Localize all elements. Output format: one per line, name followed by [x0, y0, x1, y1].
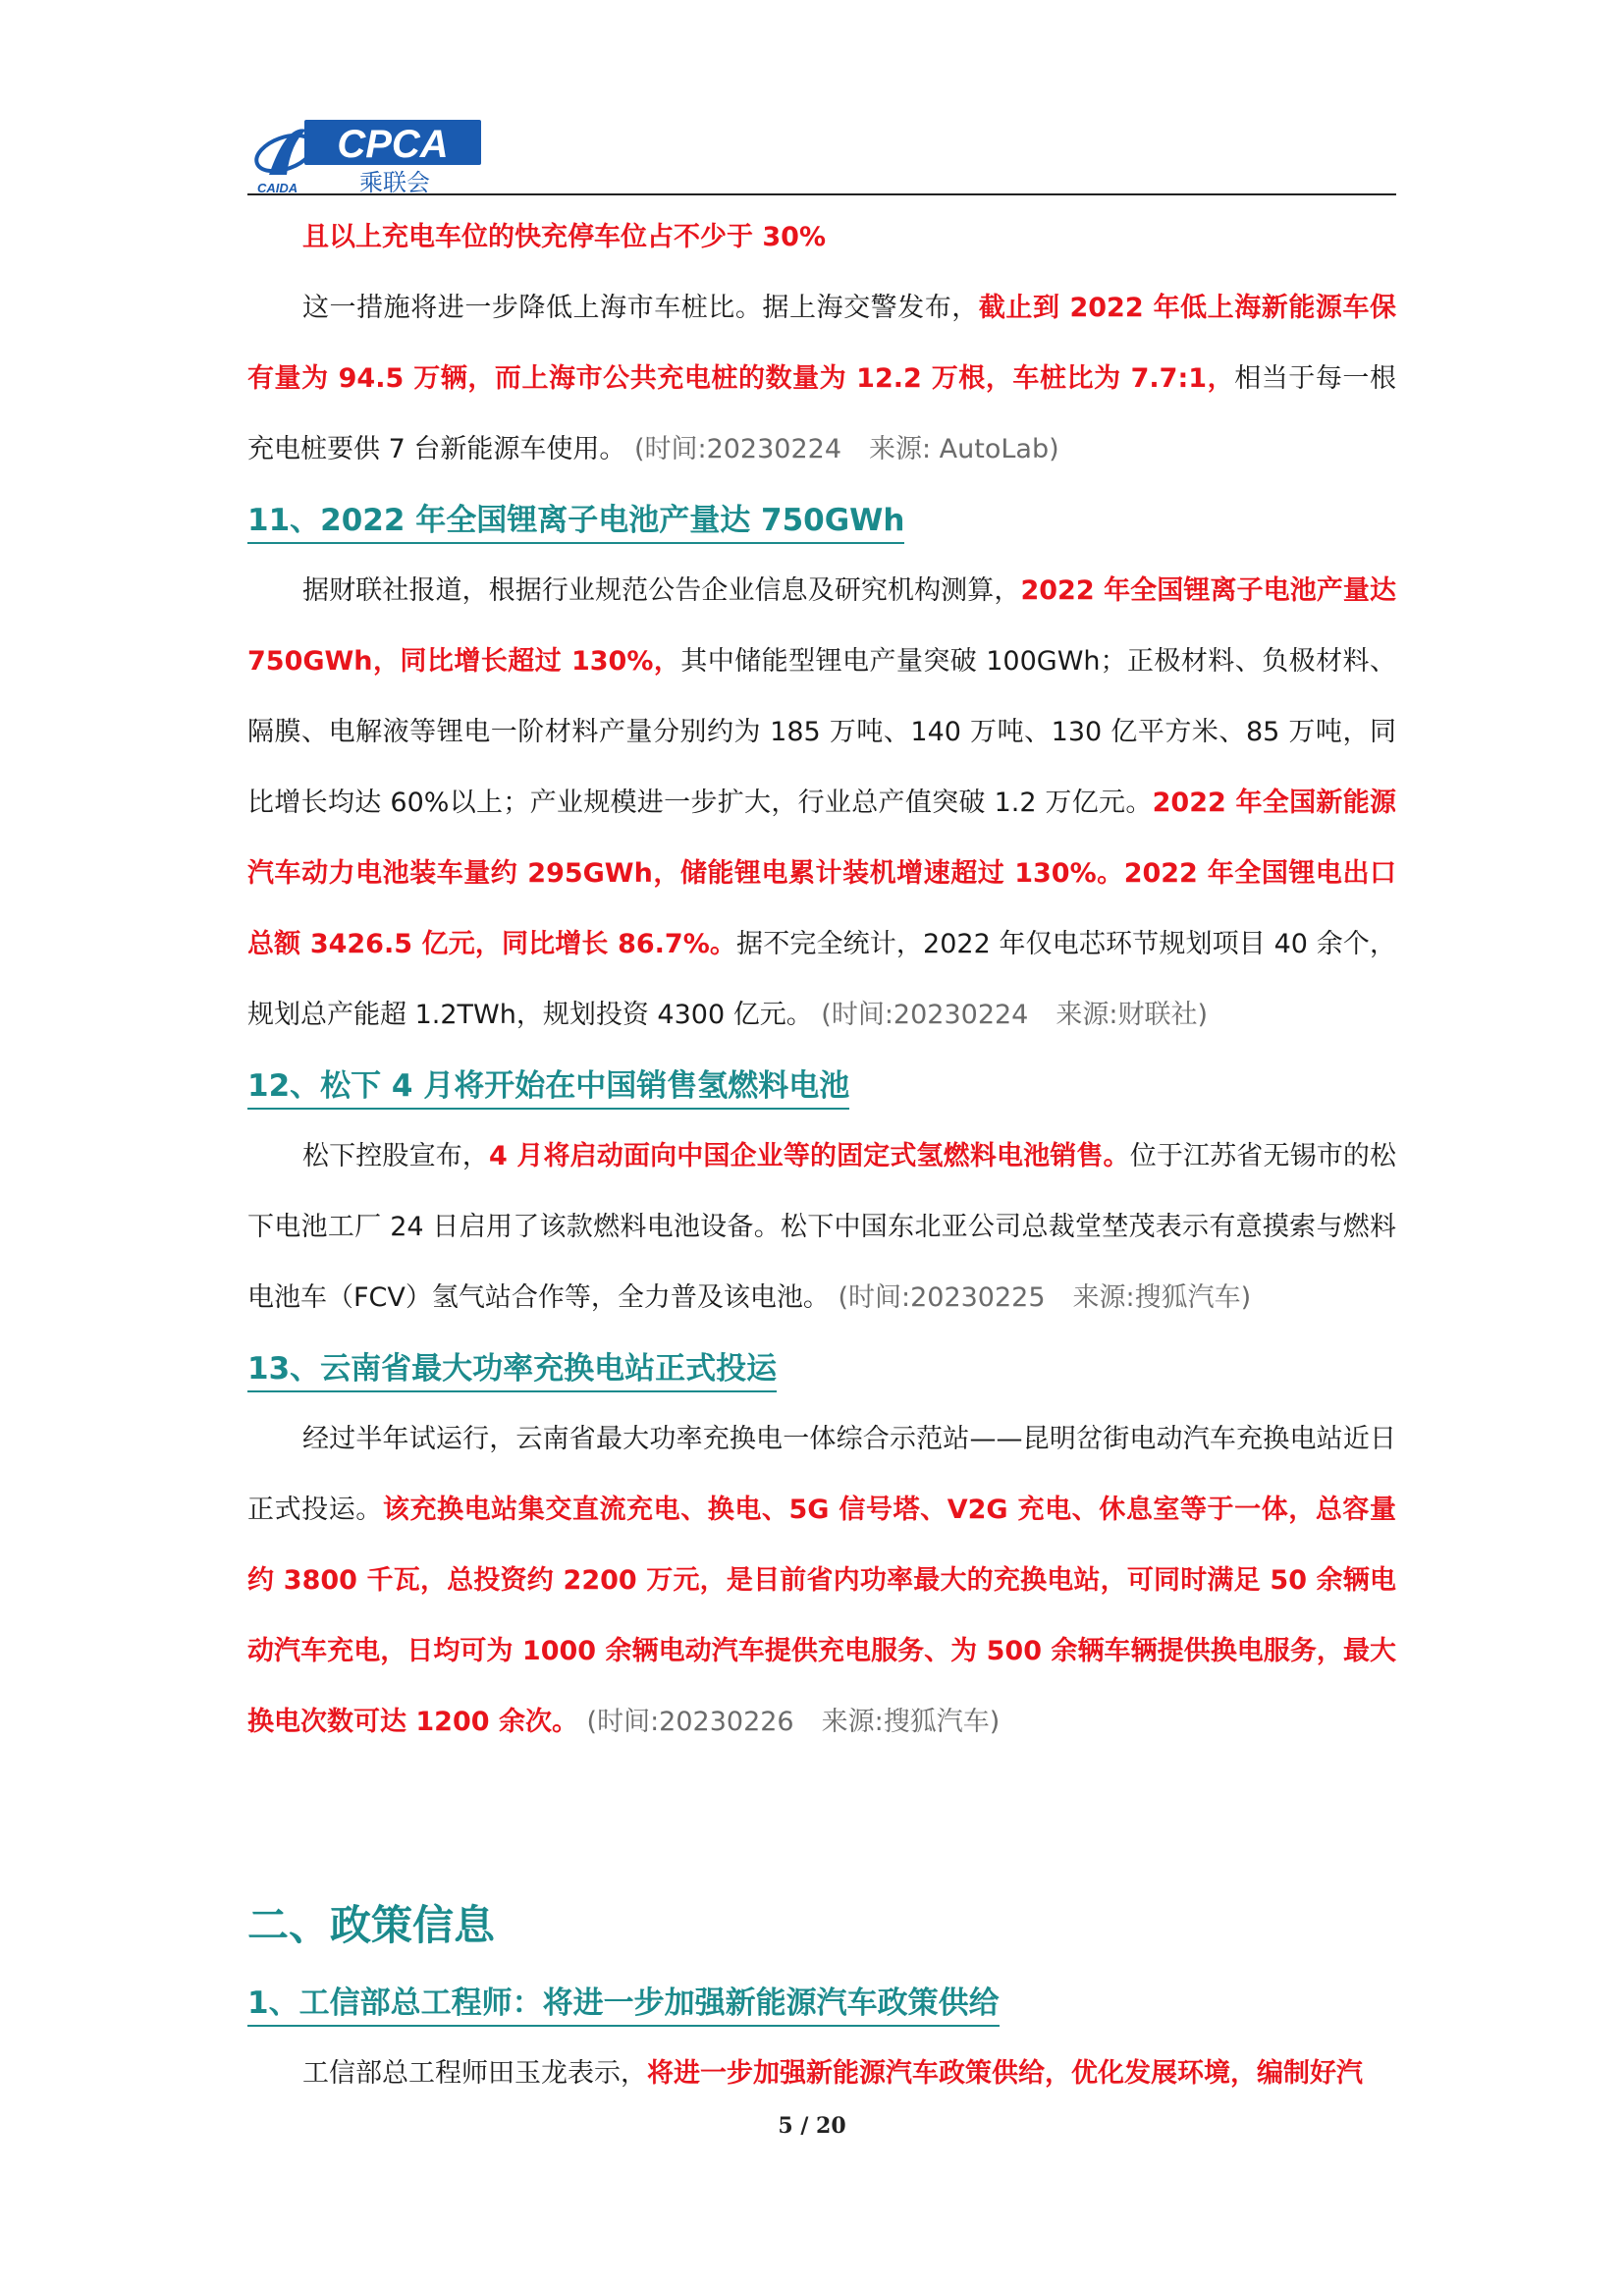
source-meta: 来源:搜狐汽车) — [1072, 1282, 1252, 1313]
highlight-text: 截止到 2022 年低上海新能源车保有量为 94.5 万辆，而上海市公共充电桩的数量为 12.2 万根，车桩比为 7.7:1， — [247, 293, 1397, 394]
time-meta: (时间:20230224 — [821, 1000, 1029, 1030]
source-meta: 来源:财联社) — [1056, 1000, 1208, 1030]
page-current: 5 — [778, 2113, 793, 2139]
body-text: 其中储能型锂电产量突破 100GWh；正极材料、负极材料、隔膜、电解液等锂电一阶材料产量分别约为 185 万吨、140 万吨、130 亿平方米、85 万吨，同比增长均达 60%以上；产业规模进一步扩大，行业总产值突破 1.2 万亿元。 — [247, 646, 1396, 818]
paragraph-battery — [247, 556, 1396, 1051]
heading-11-text: 11、2022 年全国锂离子电池产量达 750GWh — [247, 503, 904, 544]
paragraph-yunnan — [247, 1404, 1396, 1758]
heading-policy-1-text: 1、工信部总工程师：将进一步加强新能源汽车政策供给 — [247, 1986, 1000, 2027]
section-policy-heading: 二、政策信息 — [247, 1901, 496, 1949]
heading-11 — [247, 485, 1396, 556]
source-meta: 来源: AutoLab) — [869, 434, 1059, 464]
highlight-text: 且以上充电车位的快充停车位占不少于 30% — [302, 222, 827, 252]
highlight-text: 2022 年全国新能源汽车动力电池装车量约 295GWh，储能锂电累计装机增速超过 130%。2022 年全国锂电出口总额 3426.5 亿元，同比增长 86.7%。 — [247, 788, 1396, 959]
cpca-logo — [247, 114, 483, 196]
page-header — [247, 114, 1396, 196]
logo-subtitle: 乘联会 — [359, 169, 430, 196]
heading-13 — [247, 1333, 1396, 1404]
highlight-text: 该充换电站集交直流充电、换电、5G 信号塔、V2G 充电、休息室等于一体，总容量约 3800 千瓦，总投资约 2200 万元，是目前省内功率最大的充换电站，可同时满足 50 余辆电动汽车充电，日均可为 1000 余辆电动汽车提供充电服务、为 500 余辆车辆提供换电服务，最大换电次数可达 1200 余次。 — [247, 1495, 1396, 1737]
body-text: 据不完全统计，2022 年仅电芯环节规划项目 40 余个，规划总产能超 1.2TWh，规划投资 4300 亿元。 — [247, 929, 1396, 1030]
logo-text: CPCA — [337, 123, 449, 166]
body-text: 这一措施将进一步降低上海市车桩比。据上海交警发布， — [302, 293, 979, 323]
heading-13-text: 13、云南省最大功率充换电站正式投运 — [247, 1351, 777, 1392]
body-text: 位于江苏省无锡市的松下电池工厂 24 日启用了该款燃料电池设备。松下中国东北亚公司总裁堂埜茂表示有意摸索与燃料电池车（FCV）氢气站合作等，全力普及该电池。 — [247, 1141, 1397, 1313]
body-text: 相当于每一根充电桩要供 7 台新能源车使用。 — [247, 363, 1396, 464]
body-text: 据财联社报道，根据行业规范公告企业信息及研究机构测算， — [302, 575, 1021, 606]
heading-12 — [247, 1051, 1396, 1121]
body-text: 松下控股宣布， — [302, 1141, 490, 1171]
source-meta: 来源:搜狐汽车) — [821, 1707, 1001, 1737]
time-meta: (时间:20230224 — [633, 434, 841, 464]
section-spacer — [247, 1758, 1396, 1883]
highlight-text: 将进一步加强新能源汽车政策供给，优化发展环境，编制好汽 — [647, 2058, 1363, 2089]
page-total: 20 — [816, 2113, 846, 2139]
time-meta: (时间:20230226 — [586, 1707, 794, 1737]
paragraph-panasonic — [247, 1121, 1396, 1333]
page-number — [0, 2113, 1624, 2139]
heading-policy-1 — [247, 1968, 1396, 2039]
paragraph-shanghai — [247, 273, 1396, 485]
time-meta: (时间:20230225 — [838, 1282, 1046, 1313]
body-text: 经过半年试运行，云南省最大功率充换电一体综合示范站——昆明岔街电动汽车充换电站近日正式投运。 — [247, 1424, 1396, 1525]
heading-12-text: 12、松下 4 月将开始在中国销售氢燃料电池 — [247, 1068, 849, 1110]
highlight-text: 2022 年全国锂离子电池产量达 750GWh，同比增长超过 130%， — [247, 575, 1396, 677]
page-separator: / — [800, 2113, 809, 2139]
document-body — [247, 202, 1396, 2109]
body-text: 工信部总工程师田玉龙表示， — [302, 2058, 647, 2089]
header-rule — [247, 193, 1396, 195]
paragraph-continuation — [247, 202, 1396, 273]
paragraph-miit — [247, 2039, 1396, 2109]
logo-mark: CAIDA — [257, 181, 298, 195]
highlight-text: 4 月将启动面向中国企业等的固定式氢燃料电池销售。 — [489, 1141, 1130, 1171]
